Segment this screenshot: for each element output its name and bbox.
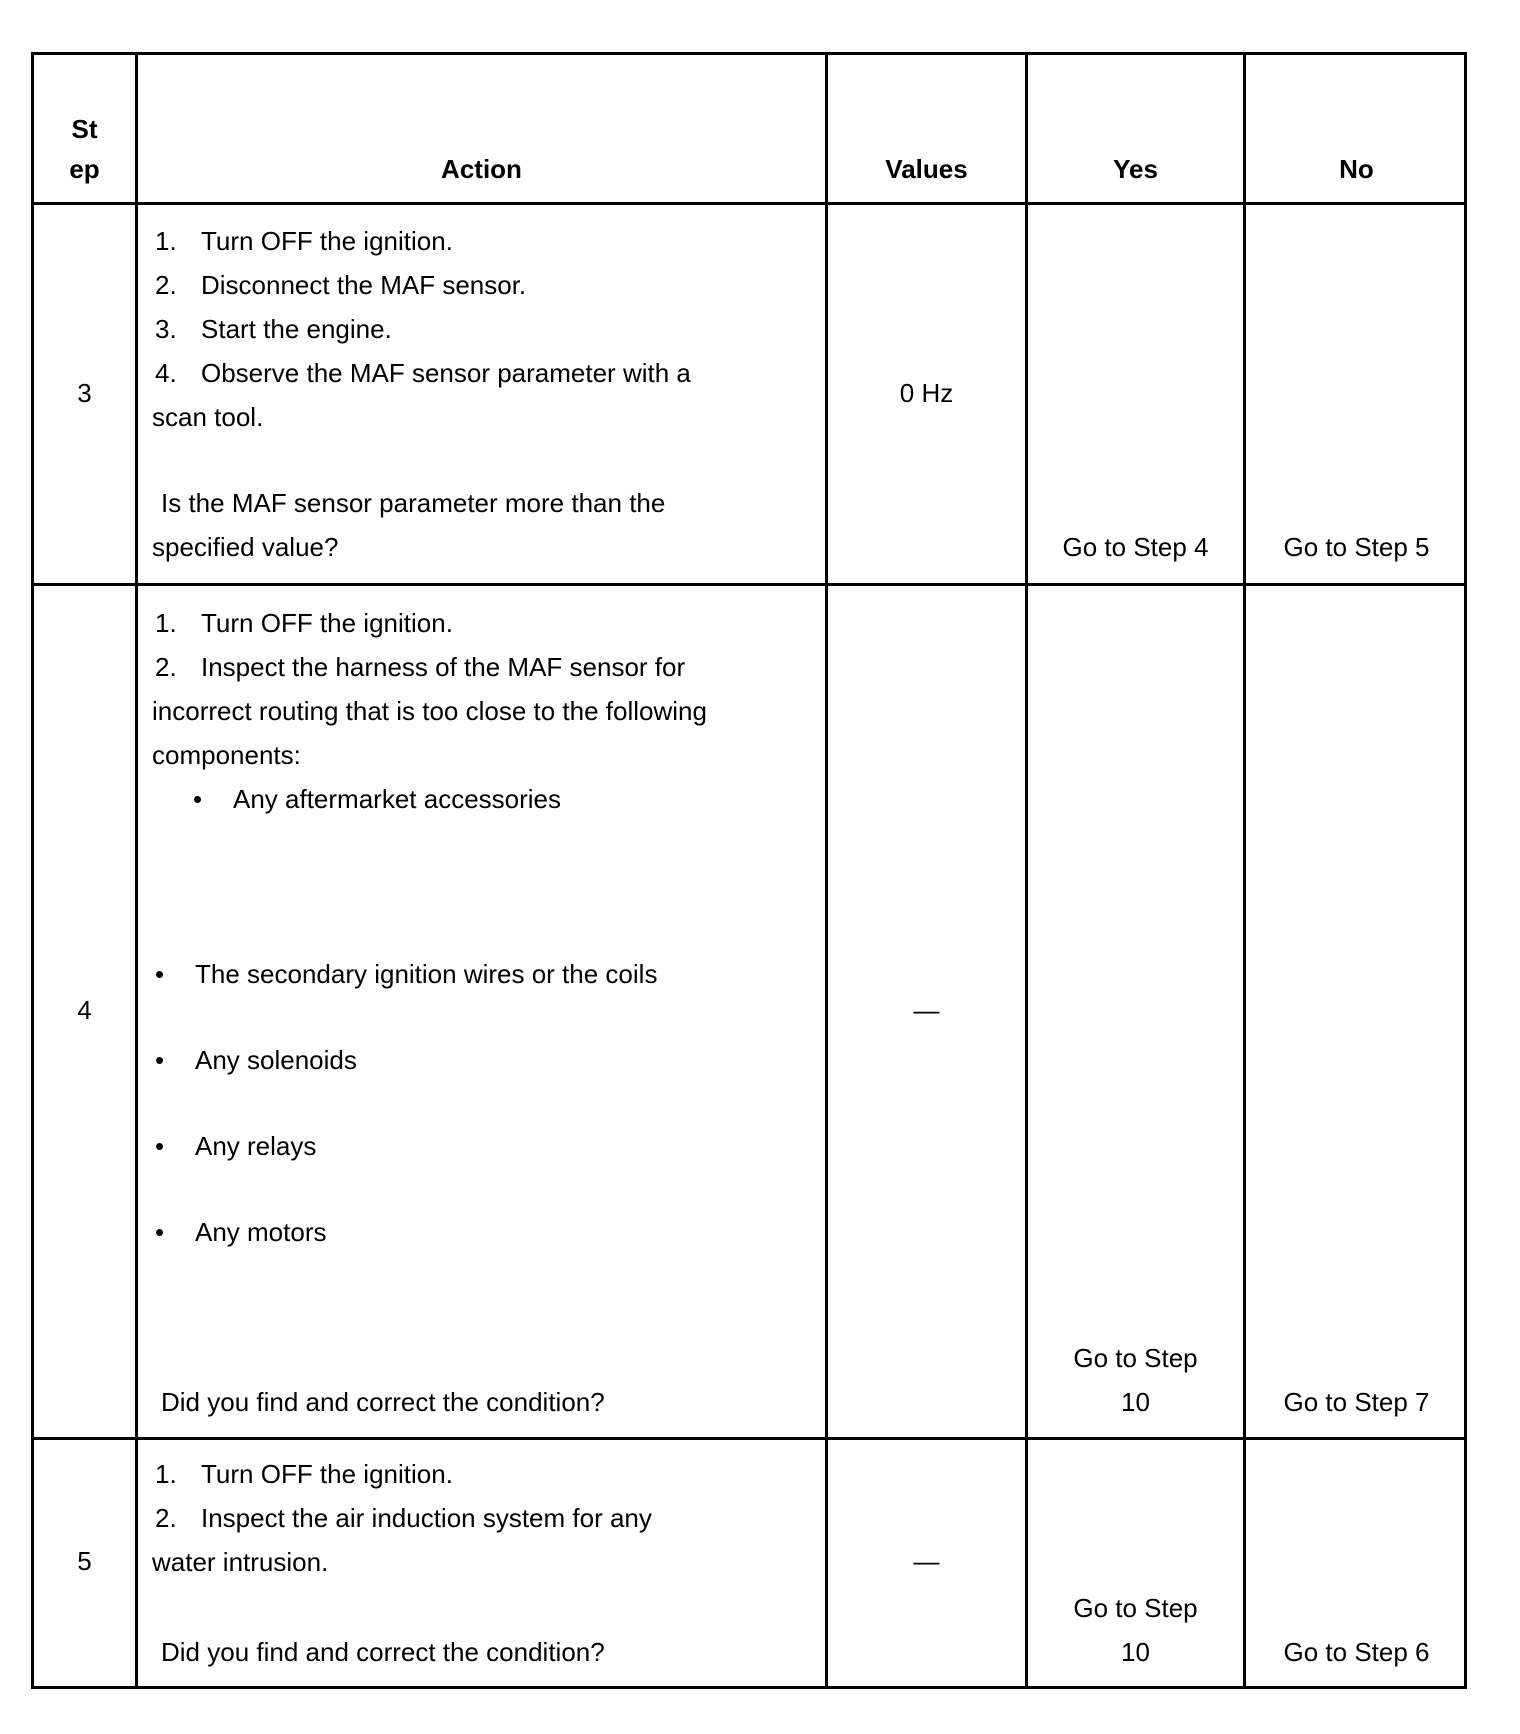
action-item: 4. Observe the MAF sensor parameter with a	[155, 358, 691, 388]
yes-cell-line2: 10	[1121, 1637, 1150, 1667]
bullet-item: • Any motors	[155, 1210, 327, 1254]
bullet-item: • The secondary ignition wires or the coils	[155, 952, 657, 996]
diagnostic-table	[31, 52, 1467, 1689]
value-cell: 0 Hz	[899, 378, 954, 408]
action-item: 2. Inspect the harness of the MAF sensor for	[155, 652, 686, 682]
bullet-icon: •	[155, 1217, 165, 1247]
header-step-line1: St	[71, 114, 98, 144]
value-cell: —	[913, 1546, 940, 1576]
action-item: 1. Turn OFF the ignition.	[155, 608, 453, 638]
header-step-line2: ep	[69, 154, 100, 184]
action-question: specified value?	[152, 532, 339, 562]
yes-cell-line1: Go to Step	[1073, 1343, 1198, 1373]
bullet-icon: •	[155, 1045, 165, 1075]
bullet-item: • Any relays	[155, 1124, 316, 1168]
bullet-item: • Any aftermarket accessories	[193, 777, 561, 821]
header-no: No	[1339, 154, 1374, 184]
action-continuation: water intrusion.	[152, 1547, 329, 1577]
yes-cell: Go to Step 4	[1062, 532, 1209, 562]
column-divider	[825, 55, 828, 1686]
no-cell: Go to Step 6	[1283, 1637, 1430, 1667]
bullet-item: • Any solenoids	[155, 1038, 357, 1082]
step-number: 4	[77, 995, 92, 1025]
row-divider	[34, 202, 1464, 205]
action-item: 2. Inspect the air induction system for any	[155, 1503, 652, 1533]
column-divider	[1025, 55, 1028, 1686]
action-item: 2. Disconnect the MAF sensor.	[155, 270, 527, 300]
row-divider	[34, 1437, 1464, 1440]
action-continuation: components:	[152, 740, 301, 770]
yes-cell-line1: Go to Step	[1073, 1593, 1198, 1623]
header-action: Action	[441, 154, 522, 184]
step-number: 3	[77, 378, 92, 408]
bullet-icon: •	[193, 784, 203, 814]
action-continuation: incorrect routing that is too close to the following	[152, 696, 707, 726]
value-cell: —	[913, 995, 940, 1025]
yes-cell-line2: 10	[1121, 1387, 1150, 1417]
row-divider	[34, 583, 1464, 586]
action-question: Did you find and correct the condition?	[161, 1637, 605, 1667]
action-item: 1. Turn OFF the ignition.	[155, 1459, 453, 1489]
no-cell: Go to Step 7	[1283, 1387, 1430, 1417]
header-yes: Yes	[1113, 154, 1158, 184]
action-item: 3. Start the engine.	[155, 314, 392, 344]
no-cell: Go to Step 5	[1283, 532, 1430, 562]
bullet-icon: •	[155, 959, 165, 989]
bullet-icon: •	[155, 1131, 165, 1161]
header-values: Values	[885, 154, 968, 184]
action-question: Is the MAF sensor parameter more than the	[161, 488, 666, 518]
column-divider	[1243, 55, 1246, 1686]
step-number: 5	[77, 1546, 92, 1576]
action-item: 1. Turn OFF the ignition.	[155, 226, 453, 256]
action-continuation: scan tool.	[152, 402, 264, 432]
action-question: Did you find and correct the condition?	[161, 1387, 605, 1417]
column-divider	[135, 55, 138, 1686]
